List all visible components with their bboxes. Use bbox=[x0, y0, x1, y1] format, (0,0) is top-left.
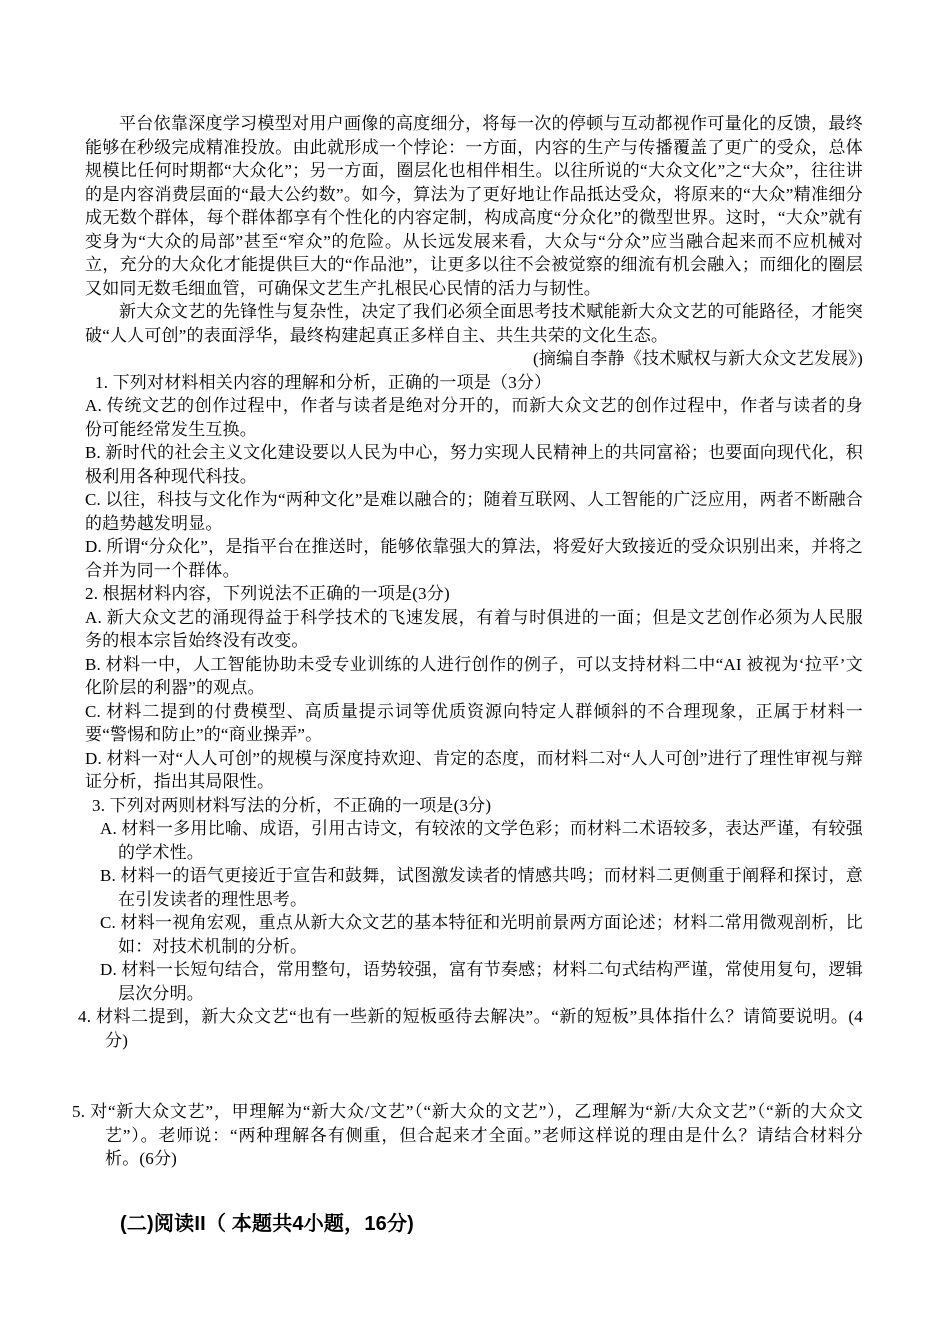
question-option: B. 新时代的社会主义文化建设要以人民为中心，努力实现人民精神上的共同富裕；也要面向现代化，积极利用各种现代科技。 bbox=[85, 443, 863, 486]
question-block-5 bbox=[72, 1100, 863, 1171]
question-option: A. 传统文艺的创作过程中，作者与读者是绝对分开的，而新大众文艺的创作过程中，作者与读者的身份可能经常发生互换。 bbox=[85, 396, 863, 439]
question-stem: 4. 材料二提到，新大众文艺“也有一些新的短板亟待去解决”。“新的短板”具体指什么？请简要说明。(4分) bbox=[78, 1007, 863, 1050]
question-option: C. 以往，科技与文化作为“两种文化”是难以融合的；随着互联网、人工智能的广泛应用，两者不断融合的趋势越发明显。 bbox=[85, 490, 863, 533]
question-option: C. 材料二提到的付费模型、高质量提示词等优质资源向特定人群倾斜的不合理现象，正属于材料一要“警惕和防止”的“商业操弄”。 bbox=[85, 701, 863, 744]
question-option: B. 材料一的语气更接近于宣告和鼓舞，试图激发读者的情感共鸣；而材料二更侧重于阐释和探讨，意在引发读者的理性思考。 bbox=[100, 866, 863, 909]
question-option: B. 材料一中，人工智能协助未受专业训练的人进行创作的例子，可以支持材料二中“AI 被视为‘拉平’文化阶层的利器”的观点。 bbox=[85, 654, 863, 697]
question-option: D. 材料一长短句结合，常用整句，语势较强，富有节奏感；材料二句式结构严谨，常使用复句，逻辑层次分明。 bbox=[100, 960, 863, 1003]
question-option: D. 所谓“分众化”，是指平台在推送时，能够依靠强大的算法，将爱好大致接近的受众识别出来，并将之合并为同一个群体。 bbox=[85, 537, 863, 580]
question-option: A. 新大众文艺的涌现得益于科学技术的飞速发展，有着与时俱进的一面；但是文艺创作必须为人民服务的根本宗旨始终没有改变。 bbox=[85, 607, 863, 650]
body-paragraph: 新大众文艺的先锋性与复杂性，决定了我们必须全面思考技术赋能新大众文艺的可能路径，才能突破“人人可创”的表面浮华，最终构建起真正多样自主、共生共荣的文化生态。 bbox=[85, 302, 863, 345]
question-stem: 2. 根据材料内容，下列说法不正确的一项是(3分) bbox=[85, 584, 450, 603]
exam-page bbox=[72, 112, 863, 1256]
question-block-2 bbox=[85, 582, 863, 794]
source-attribution: (摘编自李静《技术赋权与新大众文艺发展》) bbox=[532, 349, 863, 368]
question-stem: 3. 下列对两则材料写法的分析，不正确的一项是(3分) bbox=[92, 795, 492, 815]
question-block-3 bbox=[85, 794, 863, 1006]
question-block-4 bbox=[78, 1005, 863, 1052]
question-option: D. 材料一对“人人可创”的规模与深度持欢迎、肯定的态度，而材料二对“人人可创”进行了理性审视与辩证分析，指出其局限性。 bbox=[85, 748, 863, 791]
question-stem: 5. 对“新大众文艺”，甲理解为“新大众/文艺”（“新大众的文艺”），乙理解为“新/大众文艺”（“新的大众文艺”）。老师说：“两种理解各有侧重，但合起来才全面。”老师这样说的理由是什么？请结合材料分析。(6分) bbox=[72, 1102, 863, 1168]
section-header: (二)阅读II（ 本题共4小题，16分) bbox=[120, 1212, 415, 1235]
body-paragraph: 平台依靠深度学习模型对用户画像的高度细分，将每一次的停顿与互动都视作可量化的反馈，最终能够在秒级完成精准投放。由此就形成一个悖论：一方面，内容的生产与传播覆盖了更广的受众，总体规模比任何时期都“大众化”；另一方面，圈层化也相伴相生。以往所说的“大众文化”之“大众”，往往讲的是内容消费层面的“最大公约数”。如今，算法为了更好地让作品抵达受众，将原来的“大众”精准细分成无数个群体，每个群体都享有个性化的内容定制，构成高度“分众化”的微型世界。这时，“大众”就有变身为“大众的局部”甚至“窄众”的危险。从长远发展来看，大众与“分众”应当融合起来而不应机械对立，充分的大众化才能提供巨大的“作品池”，让更多以往不会被觉察的细流有机会融入；而细化的圈层又如同无数毛细血管，可确保文艺生产扎根民心民情的活力与韧性。 bbox=[85, 114, 863, 298]
question-option: C. 材料一视角宏观，重点从新大众文艺的基本特征和光明前景两方面论述；材料二常用微观剖析，比如：对技术机制的分析。 bbox=[100, 913, 863, 956]
question-option: A. 材料一多用比喻、成语，引用古诗文，有较浓的文学色彩；而材料二术语较多，表达严谨，有较强的学术性。 bbox=[100, 819, 863, 862]
question-stem: 1. 下列对材料相关内容的理解和分析，正确的一项是（3分） bbox=[95, 372, 552, 392]
question-block-1 bbox=[85, 371, 863, 583]
